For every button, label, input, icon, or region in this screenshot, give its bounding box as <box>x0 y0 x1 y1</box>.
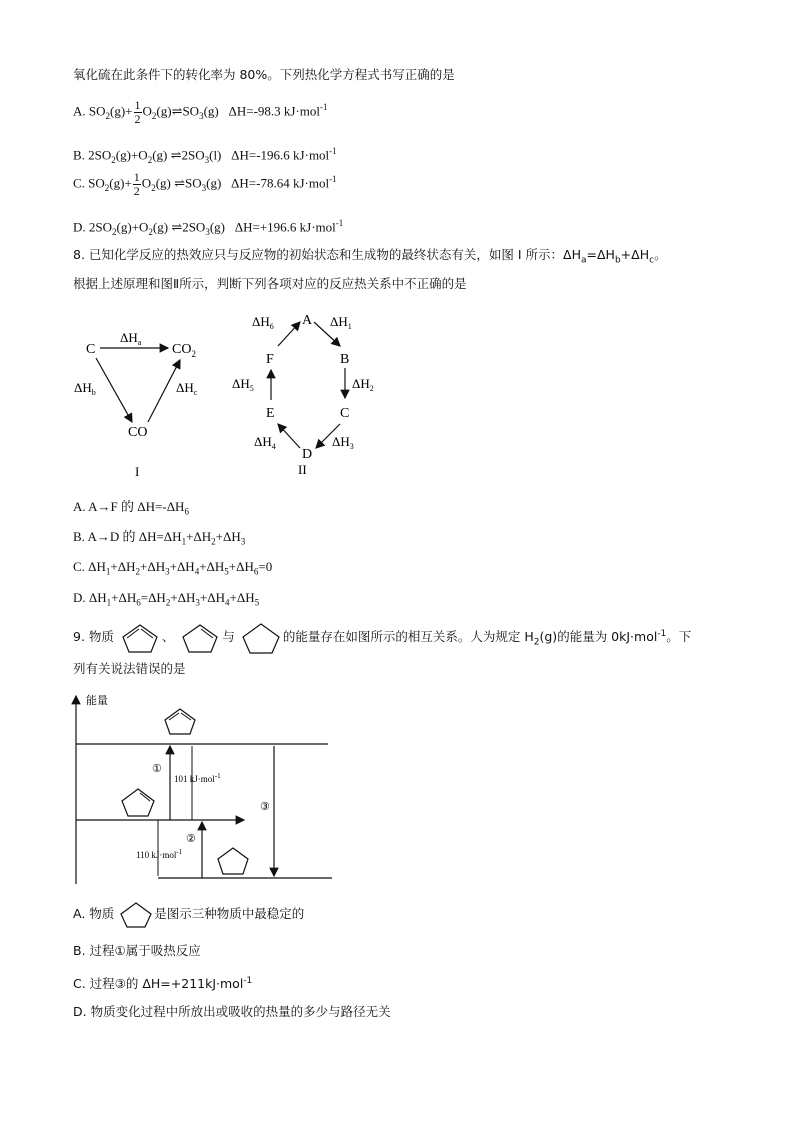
q8-stem-line2: 根据上述原理和图Ⅱ所示，判断下列各项对应的反应热关系中不正确的是 <box>73 276 467 291</box>
label-h3: $\Delta H_3$ <box>332 434 354 451</box>
cyclopentene-icon <box>178 621 222 655</box>
q7-option-d: D. $2SO_2(g)+O_2(g)$ $\rightleftharpoons 2SO_3(g)$ ΔH=+196.6 kJ·mol$^{-1}$ <box>73 218 344 237</box>
fraction: $\frac{1}{2}$ <box>133 169 140 198</box>
label-ha: $\Delta H_a$ <box>120 330 142 347</box>
node-c: C <box>86 342 96 357</box>
figure-i-label: I <box>135 464 140 479</box>
cyclopentane-icon <box>239 621 283 655</box>
node-c2: C <box>340 406 350 421</box>
q9-stem-line2: 列有关说法错误的是 <box>73 661 186 676</box>
arrow-d-e <box>278 424 300 448</box>
label-h5: $\Delta H_5$ <box>232 376 254 393</box>
label-hc: $\Delta H_c$ <box>176 380 198 397</box>
q9-option-a: A. 物质 是图示三种物质中最稳定的 <box>73 900 304 929</box>
intro-text: 氧化硫在此条件下的转化率为 80%。下列热化学方程式书写正确的是 <box>73 67 455 82</box>
process-2-label: ② <box>186 833 196 845</box>
node-d: D <box>302 447 313 462</box>
node-co2: $CO_2$ <box>172 342 196 359</box>
q9-option-b: B. 过程①属于吸热反应 <box>73 943 201 958</box>
process-1-label: ① <box>152 763 162 775</box>
cyclopentane-icon <box>118 901 154 929</box>
q8-option-c: C. $\Delta H_1+\Delta H_2+\Delta H_3+\Delta H_4+\Delta H_5+\Delta H_6=0$ <box>73 559 273 577</box>
energy-axis-label: 能量 <box>86 695 108 707</box>
node-b: B <box>340 352 350 367</box>
arrow-c-co <box>96 358 132 422</box>
q8-stem-line1: 8. 已知化学反应的热效应只与反应物的初始状态和生成物的最终状态有关，如图 I 所示：$\Delta H_a=\Delta H_b+\Delta H_c$。 <box>73 247 667 266</box>
label-h6: $\Delta H_6$ <box>252 314 274 331</box>
q7-option-a: A. $SO_2(g)+$ $\frac{1}{2}$ $O_2(g)\rightleftharpoons SO_3(g)$ ΔH=-98.3 kJ·mol$^{-1}$ <box>73 97 328 126</box>
energy-101-label: 101 kJ·mol$^{-1}$ <box>174 772 221 784</box>
node-a: A <box>302 313 313 328</box>
cyclopentene-icon <box>122 789 154 816</box>
energy-110-label: 110 kJ·mol$^{-1}$ <box>136 848 183 860</box>
q9-option-c: C. 过程③的 ΔH=+211kJ·mol$^{-1}$ <box>73 976 253 992</box>
fraction: $\frac{1}{2}$ <box>134 97 141 126</box>
q7-option-b: B. $2SO_2(g)+O_2(g)$ $\rightleftharpoons 2SO_3(l)$ ΔH=-196.6 kJ·mol$^{-1}$ <box>73 146 337 165</box>
label-hb: $\Delta H_b$ <box>74 380 96 397</box>
label-h4: $\Delta H_4$ <box>254 434 276 451</box>
q9-option-d: D. 物质变化过程中所放出或吸收的热量的多少与路径无关 <box>73 1004 391 1019</box>
q8-figures <box>60 300 380 485</box>
process-3-label: ③ <box>260 801 270 813</box>
cyclopentadiene-icon <box>165 709 195 734</box>
cyclopentadiene-icon <box>118 621 162 655</box>
label-h1: $\Delta H_1$ <box>330 314 352 331</box>
node-co: CO <box>128 425 148 440</box>
q8-option-d: D. $\Delta H_1+\Delta H_6=\Delta H_2+\Delta H_3+\Delta H_4+\Delta H_5$ <box>73 590 260 608</box>
q9-stem-line1: 9. 物质 、 与 的能量存在如图所示的相互关系。人为规定 $H_2(g)$的能量为 0kJ·mol$^{-1}$。下 <box>73 616 691 661</box>
q8-option-a: A. A→F 的 $\Delta H=-\Delta H_6$ <box>73 499 189 517</box>
label-h2: $\Delta H_2$ <box>352 376 374 393</box>
arrow-f-a <box>278 322 300 346</box>
figure-ii-label: II <box>298 462 307 477</box>
node-e: E <box>266 406 275 421</box>
q9-energy-diagram <box>60 688 340 888</box>
figure-ii <box>232 313 374 477</box>
q8-option-b: B. A→D 的 $\Delta H=\Delta H_1+\Delta H_2+\Delta H_3$ <box>73 529 246 547</box>
q7-option-c: C. $SO_2(g)+$ $\frac{1}{2}$ $O_2(g)$ $\rightleftharpoons SO_3(g)$ ΔH=-78.64 kJ·mol$^{-1}$ <box>73 169 337 198</box>
cyclopentane-icon <box>218 848 248 874</box>
figure-i <box>74 330 198 479</box>
node-f: F <box>266 352 274 367</box>
